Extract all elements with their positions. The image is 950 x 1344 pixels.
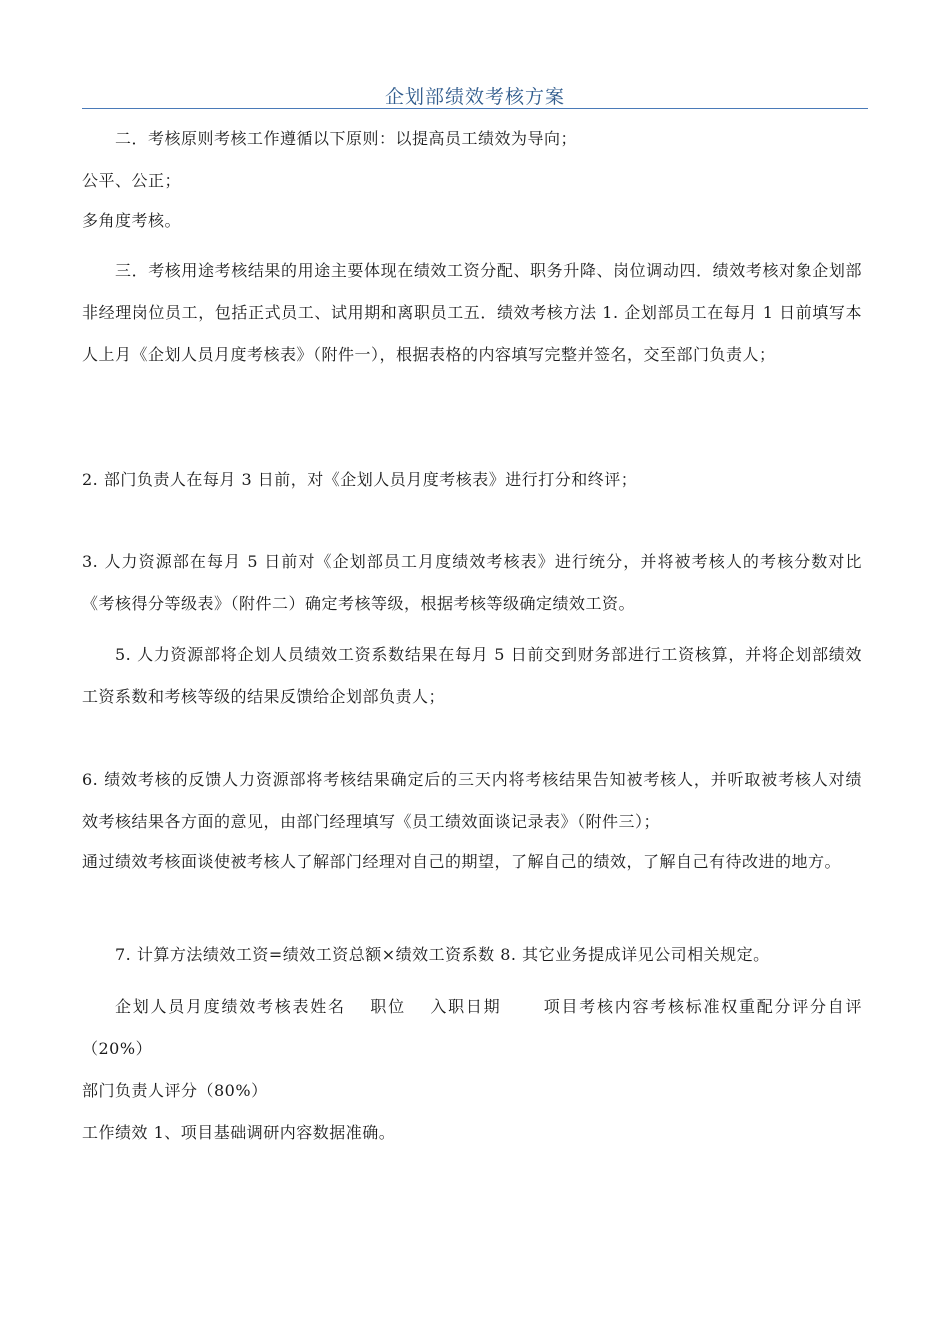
paragraph-step-3: 3. 人力资源部在每月 5 日前对《企划部员工月度绩效考核表》进行统分，并将被考核人的考核分数对比《考核得分等级表》（附件二）确定考核等级，根据考核等级确定绩效工资。	[82, 552, 862, 613]
title-underline	[82, 108, 868, 109]
paragraph-step-2: 2. 部门负责人在每月 3 日前，对《企划人员月度考核表》进行打分和终评；	[82, 470, 638, 489]
paragraph-fairness: 公平、公正；	[82, 171, 182, 190]
page-title: 企划部绩效考核方案	[384, 86, 565, 108]
paragraph-feedback-interview: 通过绩效考核面谈使被考核人了解部门经理对自己的期望，了解自己的绩效，了解自己有待改进的地方。	[82, 852, 842, 871]
paragraph-manager-score: 部门负责人评分（80%）	[82, 1081, 268, 1100]
paragraph-step-5: 5. 人力资源部将企划人员绩效工资系数结果在每月 5 日前交到财务部进行工资核算，并将企划部绩效工资系数和考核等级的结果反馈给企划部负责人；	[82, 645, 862, 706]
paragraph-usage-and-method: 三．考核用途考核结果的用途主要体现在绩效工资分配、职务升降、岗位调动四．绩效考核对象企划部非经理岗位员工，包括正式员工、试用期和离职员工五．绩效考核方法 1. 企划部员工在每月 1 日前填写本人上月《企划人员月度考核表》（附件一），根据表格的内容填写完整并签名，交至部门负责人；	[82, 261, 862, 364]
paragraph-form-header: 企划人员月度绩效考核表姓名 职位 入职日期 项目考核内容考核标准权重配分评分自评（20%）	[82, 997, 862, 1058]
paragraph-work-performance: 工作绩效 1、项目基础调研内容数据准确。	[82, 1123, 396, 1142]
paragraph-step-7: 7. 计算方法绩效工资=绩效工资总额×绩效工资系数 8. 其它业务提成详见公司相关规定。	[115, 945, 770, 964]
paragraph-principles: 二．考核原则考核工作遵循以下原则：以提高员工绩效为导向；	[115, 129, 578, 148]
paragraph-multi-angle: 多角度考核。	[82, 211, 182, 230]
paragraph-step-6: 6. 绩效考核的反馈人力资源部将考核结果确定后的三天内将考核结果告知被考核人，并听取被考核人对绩效考核结果各方面的意见，由部门经理填写《员工绩效面谈记录表》（附件三）；	[82, 770, 862, 831]
